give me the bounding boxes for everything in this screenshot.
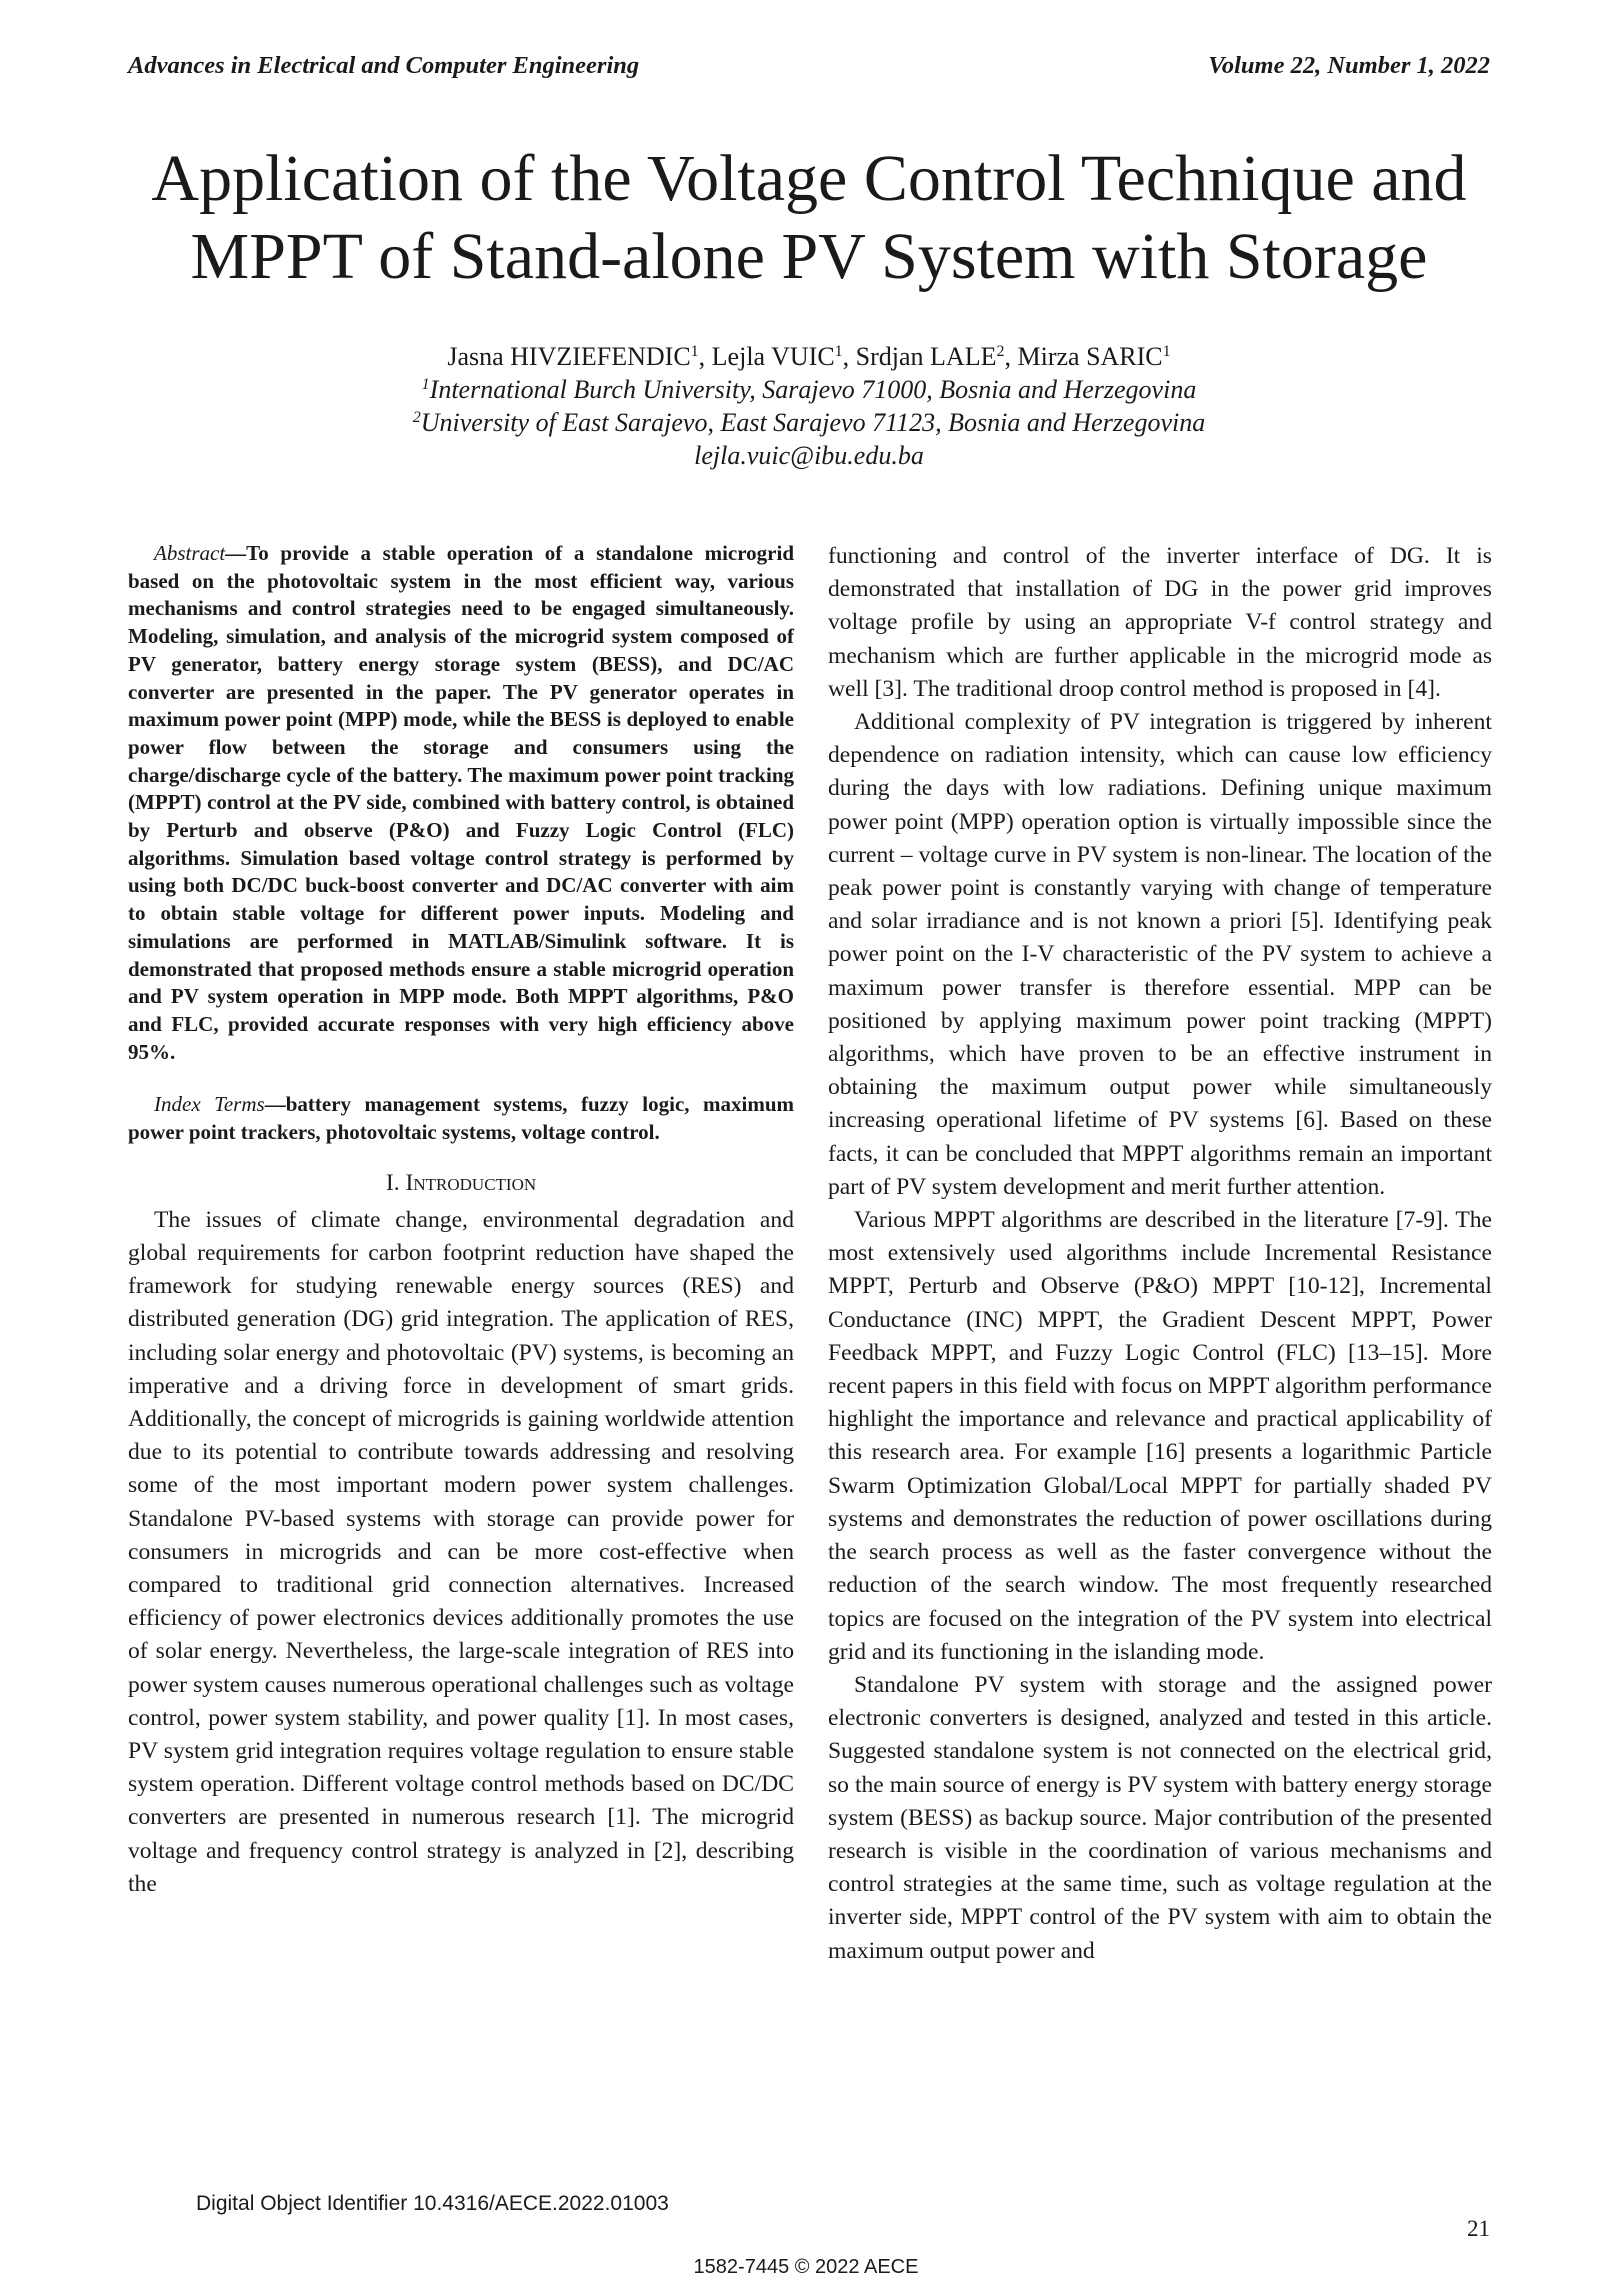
- index-terms: [128, 1091, 794, 1146]
- intro-paragraph-1: The issues of climate change, environmental degradation and global requirements for carbon footprint reduction have shaped the framework for studying renewable energy sources (RES) and distributed generation (DG) grid integration. The application of RES, including solar energy and photovoltaic (PV) systems, is becoming an imperative and a driving force in development of smart grids. Additionally, the concept of microgrids is gaining worldwide attention due to its potential to contribute towards addressing and resolving some of the most important modern power system challenges. Standalone PV-based systems with storage can provide power for consumers in microgrids and can be more cost-effective when compared to traditional grid connection alternatives. Increased efficiency of power electronics devices additionally promotes the use of solar energy. Nevertheless, the large-scale integration of RES into power system causes numerous operational challenges such as voltage control, power system stability, and power quality [1]. In most cases, PV system grid integration requires voltage regulation to ensure stable system operation. Different voltage control methods based on DC/DC converters are presented in numerous research [1]. The microgrid voltage and frequency control strategy is analyzed in [2], describing the: [128, 1206, 794, 1897]
- title-line-1: Application of the Voltage Control Technique and: [151, 142, 1467, 215]
- volume-info: Volume 22, Number 1, 2022: [1208, 52, 1490, 79]
- author-block: [128, 340, 1490, 472]
- body-paragraph-4: Standalone PV system with storage and the assigned power electronic converters is designed, analyzed and tested in this article. Suggested standalone system is not connected on the electrical grid, so the main source of energy is PV system with battery energy storage system (BESS) as backup source. Major contribution of the presented research is visible in the coordination of various mechanisms and control strategies at the same time, such as voltage regulation at the inverter side, MPPT control of the PV system with aim to obtain the maximum output power and: [828, 1671, 1492, 1964]
- left-column: [128, 540, 794, 1901]
- section-heading-introduction: I. Introduction: [385, 1169, 537, 1196]
- body-paragraph-continued: functioning and control of the inverter interface of DG. It is demonstrated that installation of DG in the power grid improves voltage profile by using an appropriate V-f control strategy and mechanism which are further applicable in the microgrid mode as well [3]. The traditional droop control method is proposed in [4].: [828, 543, 1492, 702]
- author-2: , Lejla VUIC: [698, 342, 835, 371]
- affiliation-1-mark: 1: [421, 376, 430, 393]
- abstract-label: Abstract: [154, 541, 226, 565]
- author-1-affil: 1: [690, 343, 699, 360]
- abstract: [128, 540, 794, 1066]
- affiliation-2-text: University of East Sarajevo, East Sarajevo 71123, Bosnia and Herzegovina: [420, 408, 1206, 437]
- issn-footer: 1582-7445 © 2022 AECE: [693, 2256, 919, 2278]
- author-3-affil: 2: [996, 343, 1005, 360]
- author-4-affil: 1: [1162, 343, 1171, 360]
- paper-title: [128, 140, 1490, 296]
- body-paragraph-2: Additional complexity of PV integration is triggered by inherent dependence on radiation intensity, which can cause low efficiency during the days with low radiations. Defining unique maximum power point (MPP) operation option is virtually impossible since the current – voltage curve in PV system is non-linear. The location of the peak power point is constantly varying with change of temperature and solar irradiance and is not known a priori [5]. Identifying peak power point on the I-V characteristic of the PV system to achieve a maximum power transfer is therefore essential. MPP can be positioned by applying maximum power point tracking (MPPT) algorithms, which have proven to be an effective instrument in obtaining the maximum output power while simultaneously increasing operational lifetime of PV systems [6]. Based on these facts, it can be concluded that MPPT algorithms remain an important part of PV system development and merit further attention.: [828, 709, 1492, 1200]
- affiliation-2-mark: 2: [412, 409, 421, 426]
- right-column: [828, 540, 1492, 1968]
- index-terms-text: —battery management systems, fuzzy logic, maximum power point trackers, photovoltaic systems, voltage control.: [128, 1092, 794, 1145]
- abstract-text: —To provide a stable operation of a standalone microgrid based on the photovoltaic system in the most efficient way, various mechanisms and control strategies need to be engaged simultaneously. Modeling, simulation, and analysis of the microgrid system composed of PV generator, battery energy storage system (BESS), and DC/AC converter are presented in the paper. The PV generator operates in maximum power point (MPP) mode, while the BESS is deployed to enable power flow between the storage and consumers using the charge/discharge cycle of the battery. The maximum power point tracking (MPPT) control at the PV side, combined with battery control, is obtained by Perturb and observe (P&O) and Fuzzy Logic Control (FLC) algorithms. Simulation based voltage control strategy is performed by using both DC/DC buck-boost converter and DC/AC converter with aim to obtain stable voltage for different power inputs. Modeling and simulations are performed in MATLAB/Simulink software. It is demonstrated that proposed methods ensure a stable microgrid operation and PV system operation in MPP mode. Both MPPT algorithms, P&O and FLC, provided accurate responses with very high efficiency above 95%.: [128, 541, 794, 1064]
- running-header: [128, 52, 1490, 88]
- contact-email[interactable]: lejla.vuic@ibu.edu.ba: [694, 441, 924, 470]
- author-list: [128, 340, 1490, 373]
- affiliation-1: [128, 373, 1490, 406]
- author-2-affil: 1: [834, 343, 843, 360]
- journal-name: Advances in Electrical and Computer Engineering: [128, 52, 640, 79]
- affiliation-2: [128, 406, 1490, 439]
- author-4: , Mirza SARIC: [1004, 342, 1163, 371]
- title-line-2: MPPT of Stand-alone PV System with Storage: [190, 220, 1428, 293]
- affiliation-1-text: International Burch University, Sarajevo 71000, Bosnia and Herzegovina: [429, 375, 1197, 404]
- author-3: , Srdjan LALE: [842, 342, 997, 371]
- body-paragraph-3: Various MPPT algorithms are described in the literature [7-9]. The most extensively used algorithms include Incremental Resistance MPPT, Perturb and Observe (P&O) MPPT [10-12], Incremental Conductance (INC) MPPT, the Gradient Descent MPPT, Power Feedback MPPT, and Fuzzy Logic Control (FLC) [13–15]. More recent papers in this field with focus on MPPT algorithm performance highlight the importance and relevance and practical applicability of this research area. For example [16] presents a logarithmic Particle Swarm Optimization Global/Local MPPT for partially shaded PV systems and demonstrates the reduction of power oscillations during the search process as well as the faster convergence without the reduction of the search window. The most frequently researched topics are focused on the integration of the PV system into electrical grid and its functioning in the islanding mode.: [828, 1207, 1492, 1665]
- index-terms-label: Index Terms: [154, 1092, 265, 1117]
- page-number: 21: [1467, 2216, 1490, 2241]
- doi-footer: Digital Object Identifier 10.4316/AECE.2022.01003: [196, 2192, 669, 2215]
- author-1: Jasna HIVZIEFENDIC: [447, 342, 691, 371]
